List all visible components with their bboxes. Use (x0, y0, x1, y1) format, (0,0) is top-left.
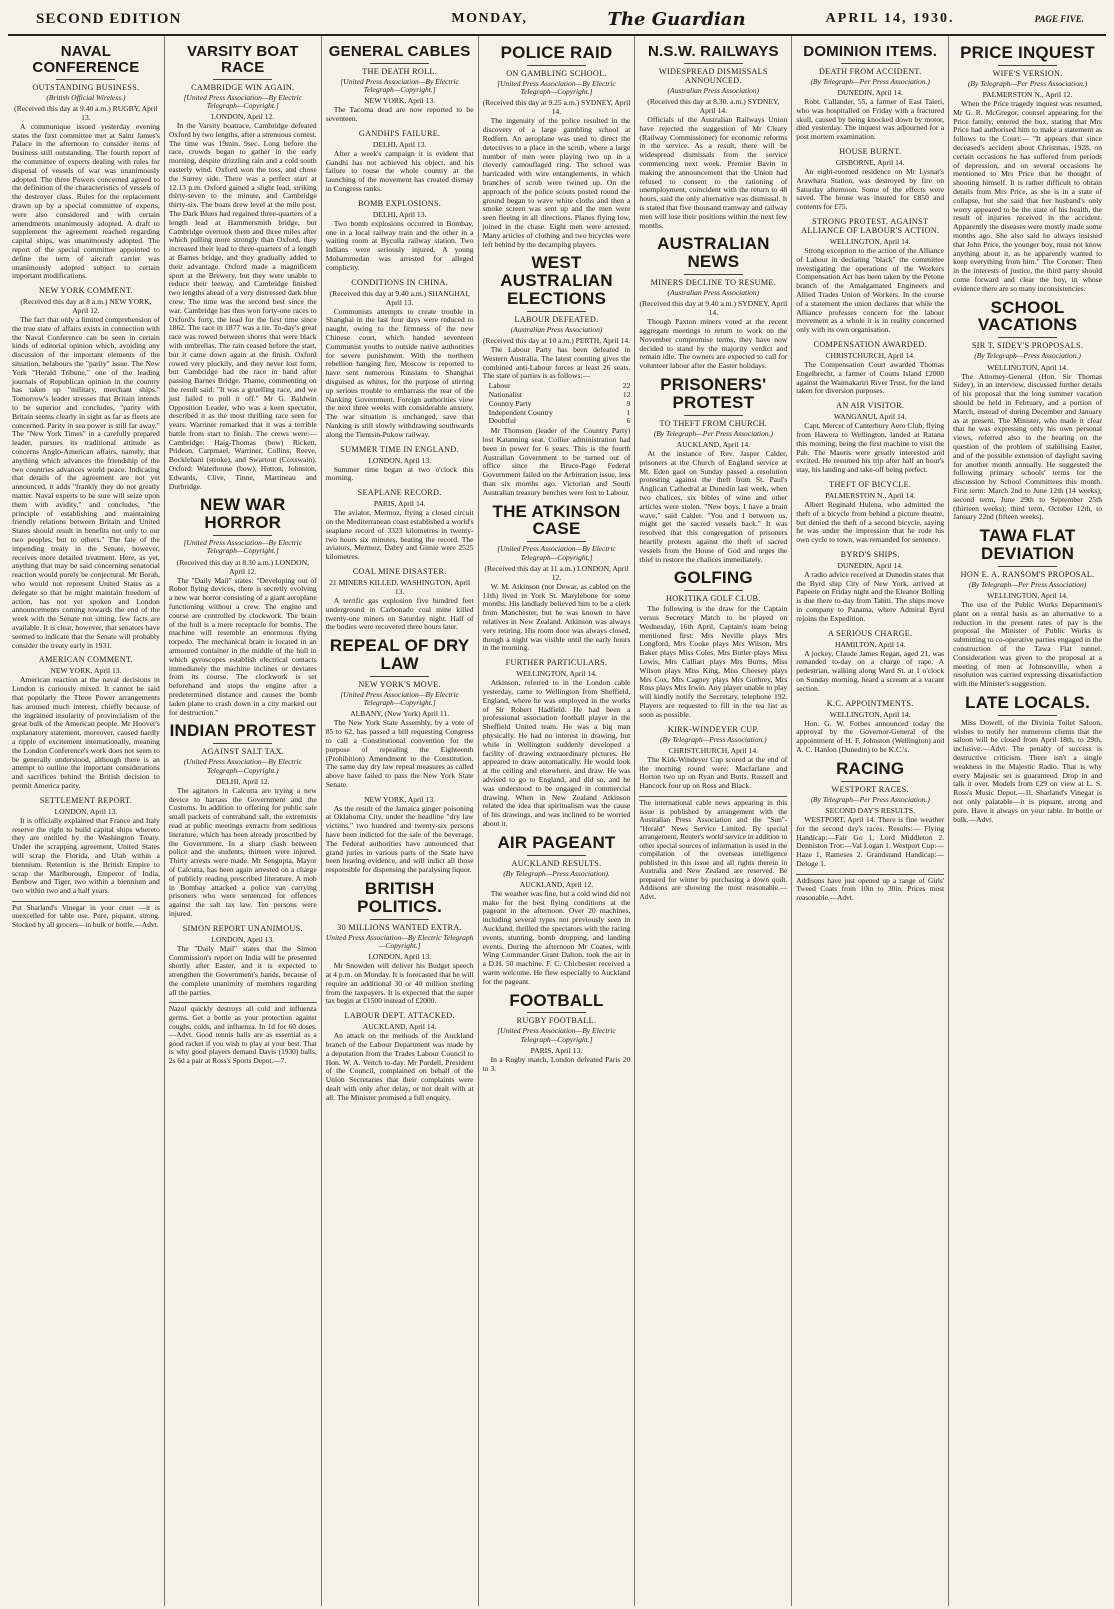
dateline: LONDON, April 12. (211, 112, 275, 121)
article (326, 445, 474, 484)
headline: RACING (836, 758, 905, 778)
subheading: K.C. APPOINTMENTS. (826, 698, 914, 708)
dateline: HAMILTON, April 14. (834, 639, 906, 649)
headline-rule (370, 676, 429, 677)
article (639, 569, 787, 719)
dateline: (Received this day at 8.30 a.m.) LONDON, April 12. (176, 557, 309, 576)
dateline: AUCKLAND, April 14. (362, 1022, 437, 1032)
headline: REPEAL OF DRY LAW (329, 636, 470, 673)
article (639, 725, 787, 791)
dateline: (Received this day at 8 a.m.) NEW YORK, April 12. (20, 297, 152, 316)
dateline: WANGANUI, April 14. (833, 412, 907, 422)
press-credit: [United Press Association—By Electric Telegraph—Copyright.] (340, 689, 459, 708)
column-6 (792, 36, 949, 1606)
article-body: When the Price tragedy inquest was resumed, Mr G. R. McGregor, counsel appearing for the Price family, entered the box, stating that Mrs Price had authorised him to make a statement as follows to the Court:— "It appears that since deceased's accident about Christmas, 1928, on certain occasions he has suffered from periods of depression, and on several occasions he mentioned to Mrs Price that he thought of shooting himself. It is rather difficult to obtain details from Mrs Price, as she is in a state of collapse, but she said that her husband's only worry appeared to be the state of his health, the result of injuries received in the accident. Apparently the diseases were mostly made some months ago. She also said he always insisted that John Price, the younger boy, must not know anything about it, as he apparently wanted to keep everything from him." The Coroner: Then in the interests of justice, the third party should come forward and clear the boy, in whose evidence there are so many inconsistencies. (953, 99, 1102, 293)
subheading: MINERS DECLINE TO RESUME. (650, 278, 777, 288)
columns-container (8, 36, 1106, 1606)
subheading: SEAPLANE RECORD. (357, 488, 442, 498)
party-row (489, 417, 631, 426)
dateline: WELLINGTON, April 14. (987, 362, 1068, 372)
article (639, 44, 787, 230)
dateline: (Received this day at 10 a.m.) PERTH, April 14. (482, 336, 631, 346)
article-body: Two bomb explosions occurred in Bombay, one in a local railway train and the other in a waiting room at Byculla railway station. Two Indians were seriously injured. A young Mohammedan was arrested for alleged complicity. (325, 218, 474, 272)
article (483, 992, 631, 1074)
headline-rule (527, 855, 586, 856)
newspaper-title: The Guardian (607, 8, 746, 30)
advertisement: Nazol quickly destroys all cold and influenza germs. Get a bottle as your protection against coughs, colds, and influenza. In 1d for 60 doses.—Advt. Good tennis balls are as essential as a good racket if you wish to play at your best. That is why good players demand Davis (1930) balls, 2s 6d a pair at Ross's Sports Depot.—7. (168, 1004, 317, 1065)
party-seats: 9 (626, 398, 631, 408)
article-body: Strong exception to the action of the Alliance of Labour in declaring "black" the committee investigating the operations of the Workers Compensation Act has been taken by the Petone branch of the Amalgamated Engineers and Allied Trades Union of Workers. In the course of a statement the union declares that while the Alliance professes concern for the labour movement as a whole it is in reality concerned only with its own organisation. (796, 245, 945, 335)
article-body: After a week's campaign it is evident that Gandhi has not achieved his object, and his failure to rouse the whole country at the launching of the movement has created dismay in Congress ranks. (325, 148, 474, 194)
article-body: At the instance of Rev. Jasper Calder, prisoners at the Church of England service at Mt. Eden gaol on Sunday passed a resolution protesting against the theft from St. Paul's Anglican Cathedral at Dunedin last week, when two chalices, six bibles of wine and other articles were stolen. "New boys, I have a brain wave," said Calder. "You and I between us, might get the sacred vessels back." It was resolved that this congregation of prisoners heartily protests against the theft of sacred vessels from the House of God and urges the thief to restore the chalices immediately. (639, 449, 788, 564)
article (326, 488, 474, 562)
headline: AUSTRALIAN NEWS (657, 234, 770, 272)
headline-rule (527, 541, 586, 542)
press-credit: (By Telegraph—Press Association.) (660, 734, 767, 744)
article (796, 480, 944, 545)
article-body: A terrific gas explosion five hundred feet underground in Carbonado coal mine killed twenty-one miners on Saturday night. Half of the bodies were recovered three hours later. (325, 595, 474, 632)
press-credit: (By Telegraph—Per Press Association) (968, 579, 1087, 589)
subheading: SIR T. SIDEY'S PROPOSALS. (971, 341, 1084, 351)
article-body: Capt. Mercer of Canterbury Aero Club, flying from Hawera to Wellington, landed at Ratana this morning, being the first machine to visit the Pah. The Maoris were greatly interested and excited. He resumed his trip after half an hour's stay, his landing and take-off being perfect. (796, 421, 945, 475)
advertisement: The international cable news appearing in this issue is published by arrangement with the Australian Press Association and the "Sun"-"Herald" News Service Limited. By special arrangement, Reuter's world service in addition to other special sources of information is used in the compilation of the overseas intelligence published in this issue and all rights therein in Australia and New Zealand are reserved. Be prepared for winter by purchasing a down quilt. Addisons are showing the most reasonable.—Advt. (639, 798, 788, 901)
press-credit: (By Telegraph—Per Press Association.) (810, 794, 930, 804)
article-body: Mr Thomson (leader of the Country Party) lost Katanning seat. Collier administration had been in power for 6 years. This is the fourth Australian Government to be turned out of office since the Bruce-Page Federal Government failed on the Arbitration issue, less than six months ago. Victorian and South Australian treasury benches were lost to Labour. (482, 426, 631, 497)
party-name: Labour (488, 381, 511, 391)
dateline: NEW YORK, April 13. (50, 666, 122, 676)
article-body: Mr Snowden will deliver his Budget speech at 4 p.m. on Monday. It is forecasted that he will require an additional 30 or 40 million sterling from the taxpayers. It is expected that the super tax begin at £1500 instead of £2000. (325, 961, 474, 1006)
article (12, 796, 160, 896)
column-4 (479, 36, 636, 1606)
headline-rule (684, 274, 743, 275)
subheading: AMERICAN COMMENT. (38, 655, 133, 665)
column-1 (8, 36, 165, 1606)
headline: BRITISH POLITICS. (357, 879, 443, 916)
headline: NAVAL CONFERENCE (32, 43, 140, 76)
article-body: The fact that only a limited comprehension of the true state of affairs exists in connection with the Naval Conference can be seen in certain kinds of editorial opinion which, avoiding any discussion of the important elements of the situation, belabours the "parity" issue. The New York "Herald Tribune," one of the leading journals of Republican opinion in the country has taken up "military, merchant ships." Tomorrow's leader stresses that Britain intends to be superior and concludes, "parity with Britain seems clearly in sight as far as fleets are concerned. Parity in sea power is still far away." The "New York Times" in a carefully prepared leader, pursues its traditional attitude as concerns Anglo-American affairs, namely, that anything which advances the friendship of the two countries advances world peace. Indicating that details of the agreement are not yet announced, it adds "frankly they do not greatly matter. Naval experts to be sure will seize upon them with avidity," and concludes, "the principle of establishing and maintaining friendly relations between Britain and United States should result in benefits not only to our two peoples, but to others." The fate of the impending treaty in the Senate, however, receives more detailed treatment. Here, as yet, anything that may be said concerning senatorial reaction would purely be conjectural. Mr Borah, who would not represent United States as a delegate so that he might maintain freedom of action, has not yet spoken and London announcements coming towards the end of the week with the Senate not sitting, few facts are available. It is clear, however, that senators have seemed to indicate that the Senate will probably consider the treaty early in 1931. (12, 315, 160, 650)
headline-rule (998, 65, 1058, 66)
dateline: CHRISTCHURCH, April 14. (668, 745, 759, 755)
headline-rule (213, 535, 272, 536)
article-body: WESTPORT, April 14. There is fine weather for the second day's races. Results:— Flying Handicap:—Fair Go 1, Lord Middleton 2. Denniston Trot:—Val Logan 1. Westport Cup:—Haze 1, Rameses 2. Grandstand Handicap:—Deloge 1. (796, 814, 945, 868)
headline: DOMINION ITEMS. (803, 43, 938, 60)
dateline: (Received this day at 11 a.m.) LONDON, April 12. (484, 563, 629, 582)
party-name: Nationalist (488, 390, 522, 400)
headline-rule (527, 311, 586, 312)
press-credit: (United Press Association—By Electric Telegraph—Copyright.) (183, 757, 302, 775)
headline-rule (841, 781, 900, 782)
article (169, 44, 317, 491)
article (639, 376, 787, 564)
article (953, 527, 1102, 689)
subheading: CONDITIONS IN CHINA. (351, 277, 448, 287)
press-credit: (Australian Press Association) (510, 324, 603, 334)
article-body: American reaction at the naval decisions in London is curiously mixed. It cannot be said that popularly the Three Power arrangements has aroused much interest, chiefly because of the ingrained insularity of provincialism of the great bulk of the American people. Mr Hoover's explanatory statement, moreover, caused hardly a ripple of excitement internationally, meaning the London Conference's work does not seem to be generally understood, although there is an attempt to outline the important considerations and sacrifices behind the British decision to permit America parity. (12, 675, 160, 790)
article (639, 235, 787, 371)
dateline: WELLINGTON, April 14. (829, 709, 911, 719)
article (953, 299, 1102, 522)
dateline: LONDON, April 13. (211, 934, 275, 944)
headline: AIR PAGEANT (497, 832, 616, 852)
subheading: RUGBY FOOTBALL. (516, 1016, 597, 1026)
subheading: SIMON REPORT UNANIMOUS. (182, 923, 303, 933)
dateline: 21 MINERS KILLED. WASHINGTON, April 13. (329, 577, 471, 596)
article-body: Though Paxton miners voted at the recent aggregate meetings to return to work on the November compromise terms, they have now decided to stand by the majority verdict and remain idle. The owners are expected to call for volunteer labour after the Easter holidays. (639, 317, 788, 371)
party-seats: 12 (622, 390, 631, 400)
dateline: (Received this day at 9.25 a.m.) SYDNEY, April 14. (482, 98, 631, 117)
dateline: GISBORNE, April 14. (835, 157, 905, 167)
subheading: WIFE'S VERSION. (992, 68, 1063, 78)
press-credit: (By Telegraph—Press Association). (503, 868, 610, 878)
headline-rule (998, 337, 1058, 338)
subheading: THE DEATH ROLL. (362, 66, 438, 76)
article-body: The "Daily Mail" states: "Developing out of Robot flying devices, there is secretly evolving a new war horror consisting of a giant aeroplane functioning without a crew. The engine and course are controlled by clockwork. The brain of the hull is a mere receptacle for bombs. The machine will resemble an enormous flying torpedo. The mechanical brain is located in an armoured container in the middle of the hull in which gyroscopes establish electrical contacts immediately the machine inclines or deviates from its course. The clockwork is set beforehand and stops the engine after a predetermined distance and causes the bomb laden plane to crash down in a city marked out for destruction." (168, 575, 317, 717)
subheading: TO THEFT FROM CHURCH. (659, 418, 768, 428)
headline: N.S.W. RAILWAYS (647, 43, 779, 60)
press-credit: (Australian Press Association) (667, 288, 760, 298)
article-body: The New York State Assembly, by a vote of 85 to 62, has passed a bill requesting Congress to call a Constitutional convention for the purpose of repealing the Eighteenth (Prohibition) Amendment to the Constitution. The same day dry law repeal measures as called above have failed to pass the New York State Senate. (325, 718, 474, 789)
dateline: WELLINGTON, April 14. (516, 669, 597, 679)
article (326, 278, 474, 440)
article (169, 496, 317, 717)
dateline: WELLINGTON, April 14. (829, 236, 911, 246)
press-credit: (By Telegraph—Per Press Association.) (653, 428, 773, 438)
subheading: COMPENSATION AWARDED. (813, 339, 927, 349)
subheading: AN AIR VISITOR. (836, 401, 905, 411)
article (483, 44, 631, 249)
dateline: WELLINGTON, April 14. (987, 591, 1068, 601)
dateline: LONDON, April 13. (368, 952, 432, 962)
article-body: An eight-roomed residence on Mr Lysnar's Arawhara Station, was destroyed by fire on Saturday afternoon. Some of the effects were saved. The house was insured for £850 and contents for £75. (796, 166, 945, 212)
article-body: The weather was fine, but a cold wind did not make for the best flying conditions at the pageant in the afternoon. Over 20 machines, including several types not previously seen in Auckland, thrilled the spectators with the racing events, stunting, bomb dropping, and landing events. During the afternoon Mr Coates, with Wing Commander Grant Dalton, took the air in a D.H. 50 machine. F. C. Chichester received a warm welcome. He flew especially to Auckland for the pageant. (482, 888, 631, 986)
dateline: DUNEDIN, April 14. (837, 88, 903, 97)
headline-rule (684, 415, 743, 416)
dateline: LONDON, April 13. (368, 455, 432, 465)
article (483, 254, 631, 497)
article-body: The following is the draw for the Captain versus Secretary Match to be played on Wednesday, 16th April, Captain's team being mentioned first: Mrs Neville plays Mrs Longford, Mrs Cooke plays Mrs Wilson, Mrs Baker plays Miss Coles, Mrs Butler plays Miss Lewis, Mrs Calliari plays Mrs Burns, Miss Wilson plays Miss King, Miss Cheesey plays Mrs Cox, Mrs Cagney plays Mrs Guthrey, Mrs Ross plays Mrs Irwin. Any player unable to play will kindly notify the Secretary, telephone 192. Players are requested to fill in the tea list as soon as possible. (639, 604, 788, 719)
column-5 (635, 36, 792, 1606)
article (796, 217, 944, 335)
article-body: Officials of the Australian Railways Union have rejected the suggestion of Mr Cleary (Railway Commissioner) for economic reforms in the service. As a result, there will be widespread dismissals from the service commencing next week. Premier Bavin in making the announcement that the Union had refused to consent to the rationing of unemployment, coincident with the return to 48 hours, said the only alternative was dismissal. It is stated that five thousand tramway and railway men will lose their positions within the next few months. (639, 115, 788, 230)
article-body: The agitators in Calcutta are trying a new device to harrass the Government and the Customs. In addition to offering for public sale small packets of contraband salt, the extremists read at public meetings extracts from seditious literature, which has been already proscribed by the Government. In a sharp clash between police and the students, thirteen were injured. Thirty arrests were made. Mr Sengupta, Mayor of Calcutta, has been again arrested on a charge of publicly reading prescribed literature. A mob in Bombay attacked a police van carrying prisoners who were sentenced for offences against the salt tax law. Ten persons were injured. (168, 785, 317, 918)
headline-rule (998, 715, 1058, 716)
headline-rule (684, 590, 743, 591)
article-body: Robt. Callander, 55, a farmer of East Taieri, who was hospitalled on Friday with a fractured skull, caused by being knocked down by motor, died yesterday. The inquest was adjourned for a post mortem examination. (796, 97, 945, 142)
article-body: Summer time began at two o'clock this morning. (325, 464, 474, 483)
article-body: The Attorney-General (Hon. Sir Thomas Sidey), in an interview, discussed further details of his proposal that the long summer vacation should be held in February, and a portion of March, instead of during December and January as at present. The Minister, who made it clear that he was expressing only his own personal views, referred also to the bearing on the question of the problem of stabilising Easter, and of the possible extension of daylight saving for another month annually. He suggested the following primary schools' terms for the discussion by School Committees this month. First term: March 2nd to June 12th (14 weeks); second term, June 29th to September 25th (thirteen weeks); third term, October 12th, to January 22nd (fifteen weeks). (953, 371, 1102, 522)
dateline: DELHI, April 13. (372, 209, 427, 219)
subheading: BOMB EXPLOSIONS. (358, 198, 442, 208)
dateline: DELHI, April 12. (215, 776, 270, 786)
article-body: It is officially explained that France and Italy reserve the right to build capital ships whereto they are entitled by the Washington Treaty. Under the scrapping agreement, United States will scrap the Florida, and Utah within a biennium. Retention is the British Empire to scrap the Marlborough, Emperor of India, Benbow and Tiger, two within a biennium and two within two and a half years. (12, 815, 160, 896)
headline: GOLFING (673, 568, 753, 588)
article-body: The Labour Party has been defeated in Western Australia. The latest counting gives the combined anti-Labour forces at least 26 seats. The state of parties is as follows:— (482, 345, 631, 381)
article-body: Communists attempts to create trouble in Shanghai in the last four days were reduced to naught, owing to the firmness of the new Chinese court, which handed seventeen Communist youths to outside native authorities for severe punishment. With the northern rebellion hanging fire, Moscow is reported to have sent numerous Russians to Shanghai disguised as whites, for the purpose of stirring up serious trouble to embarrass the rear of the Nanking Government. Foreign authorities view the next three weeks with considerable anxiety. The war situation is unchanged, save that Nanking is still slowly withdrawing southwards along the Tientsin-Pukow railway. (325, 306, 474, 439)
article (953, 694, 1102, 824)
subheading: CAMBRIDGE WIN AGAIN. (191, 82, 295, 92)
dateline: NEW YORK, April 13. (364, 96, 436, 106)
subheading: FURTHER PARTICULARS. (505, 658, 608, 668)
subheading: STRONG PROTEST. AGAINST ALLIANCE OF LABOUR'S ACTION. (801, 216, 940, 235)
article-body: A jockey, Claude James Regan, aged 21, was remanded to-day on a charge of rape. A pedestrian, walking along Ward St. at 1 o'clock on Sunday morning, heard a scream at a vacant section. (796, 648, 945, 693)
press-credit: (By Telegraph—Per Press Association.) (810, 76, 930, 86)
headline-rule (370, 919, 429, 920)
headline-rule (56, 79, 115, 80)
article (796, 629, 944, 694)
party-name: Independent Country (488, 407, 553, 417)
article-body: As the result of the Jamaica ginger poisoning at Oklahoma City, under the headline "dry law victims," two hundred and twenty-six persons have been indicted for the sale of the beverage. The Federal authorities have announced that grand juries in various parts of the State have been hearing evidence, and will indict all those responsible for dispensing the paralysing liquor. (325, 803, 474, 875)
dateline: (Received this day at 9.40 a.m.) SYDNEY, April 14. (639, 299, 788, 318)
article-body: A communique issued yesterday evening states the first committee met at Saint James's Palace in the afternoon to consider items of business still outstanding. The fourth report of the committee of experts dealing with rules for disposal of vessels of war was unanimously adopted. The three Powers concerned agreed to the definition of the characteristics of vessels of the destroyer class. Rules for the replacement drawn up by a special committee of experts, were also considered and with certain amendments unanimously adopted. A draft to supplement the agreement reached regarding capital ships, was unanimously adopted. The report of the special committee appointed to define the term of aircraft carrier was unanimously adopted subject to certain important modifications. (12, 121, 160, 281)
subheading: HON E. A. RANSOM'S PROPOSAL. (960, 569, 1095, 579)
press-credit: [United Press Association—By Electric Telegraph—Copyright.] (183, 538, 303, 556)
advertisement: Put Sharland's Vinegar in your cruet —it is unexcelled for table use. Pure, piquant, strong. Stocked by all grocers—in bulk or bottle.—Advt. (12, 902, 160, 929)
headline: PRISONERS' PROTEST (660, 375, 767, 412)
subheading: COAL MINE DISASTER. (352, 566, 447, 576)
dateline: NEW YORK, April 13. (364, 794, 436, 804)
headline-rule (213, 79, 272, 80)
article (483, 503, 631, 654)
subheading: AUCKLAND RESULTS. (511, 858, 602, 868)
headline-rule (213, 743, 272, 744)
article-body: The Compensation Court awarded Thomas Engelbrecht, a farmer of Coutts Island £2000 against the Waimakariri River Trust, for the land taken for diversion purposes. (796, 359, 945, 396)
headline: LATE LOCALS. (965, 693, 1090, 713)
headline: NEW WAR HORROR (200, 495, 286, 533)
subheading: WIDESPREAD DISMISSALS ANNOUNCED. (658, 66, 768, 85)
headline: TAWA FLAT DEVIATION (979, 526, 1076, 563)
dateline: PARIS, April 13. (530, 1045, 583, 1055)
article (483, 834, 631, 987)
press-credit: (British Official Wireless.) (46, 92, 126, 102)
dateline: AUCKLAND, April 14. (676, 440, 751, 450)
article (796, 699, 944, 755)
headline-rule (370, 63, 429, 64)
advertisement: Addisons have just opened up a range of Girls' Tweed Coats from 10in to 30in. Prices most reasonable.—Advt. (796, 875, 945, 902)
article (326, 129, 474, 194)
subheading: WESTPORT RACES. (831, 784, 909, 794)
article-body: In the Varsity boatrace, Cambridge defeated Oxford by two lengths, after a strenuous contest. The time was 19min. 9sec. Long before the race, crowds began to gather in the early morning, despite drizzling rain and a cold south easterly wind. Oxford won the toss, and chose the Surrey side. There was a perfect start at 12.13 p.m. Oxford gained a slight lead, striking thirty-seven to the minute, and Cambridge thirty-six. The boats drew level at the mile post. The Dark Blues had regained three-quarters of a length lead at Hammersmith bridge, but Cambridge overtook them and three miles after which pulling more strongly than Oxford, they increased their lead to three-quarters of a length at Barnes bridge, and they gradually added to their advantage. Oxford made a magnificent spurt at the Brewery, but they were unable to reduce their leeway, and Cambridge finished two lengths ahead of a very distressed dark blue crew. The time was the second best since the war. Cambridge has thus won forty-one races to Oxford's forty, the lead for the first time since 1862. The race in 1877 was a tie. To-day's great race was rowed between shores that were black with umbrellas. The rain ceased before the start, but it came down again at the finish. Oxford rowed very pluckily, and they never lost form, but Cambridge had the race in hand after passing Barnes Bridge. Thame, commenting on the result said: "It was a gruelling race, and we just failed to pull it off." Mr G. Baldwin Opposition Leader, who was a keen spectator, described it as the most thrilling race seen for years. Warriner remarked that it was a terrible battle from start to finish. The crews were:— Cambridge: Haig-Thomas (bow) Rickett, Pridean, Carpmael, Warriner, Collins, Reeve, Bocklebani (stroke), and Swartout (Coxswain). Oxford: Waterhouse (bow), Hutton, Johnston, Edwards, Clive, Tinne, Martineau and Durbridge. (168, 121, 317, 491)
dateline: CHRISTCHURCH, April 14. (825, 350, 915, 360)
article (326, 1011, 474, 1102)
subheading: GANDHI'S FAILURE. (358, 128, 441, 138)
headline-rule (527, 65, 586, 66)
edition-label: SECOND EDITION (36, 10, 182, 27)
article-body: Miss Dowell, of the Divinia Toilet Saloon, wishes to notify her numerous clients that the saloon will be closed from April 18th, to 29th, inclusive.—Advt. The penalty of success is destructive criticism. There isn't a single weakness in the Majestic Radio. That is why every Majestic set is guaranteed. Drop in and talk it over. Models from £29 on view at L. S. Ross's Music Depot.—1l. Sharland's Vinegar is not only palatable—it is piquant, strong and pure. Have it always on your table. In bottle or bulk.—Advt. (953, 717, 1102, 824)
headline: THE ATKINSON CASE (492, 501, 621, 539)
article (953, 44, 1102, 294)
article (796, 760, 944, 869)
article (12, 286, 160, 650)
article (326, 44, 474, 124)
subheading: THEFT OF BICYCLE. (829, 479, 912, 489)
headline: VARSITY BOAT RACE (186, 43, 299, 76)
article (796, 44, 944, 142)
headline: FOOTBALL (509, 990, 604, 1010)
article-body: The Tacoma dead are now reported to be seventeen. (325, 105, 474, 124)
article (483, 658, 631, 829)
subheading: ON GAMBLING SCHOOL. (506, 68, 607, 78)
subheading: A SERIOUS CHARGE. (827, 628, 913, 638)
article-body: A radio advice received at Dunedin states that the Byrd ship City of New York, arrived at Papeete on Friday night and the Eleanor Bolling is due there to-day from Tahiti. The ships move in company to Panama, where Admiral Byrd rejoins the Expedition. (796, 569, 945, 623)
subheading: SUMMER TIME IN ENGLAND. (340, 444, 459, 454)
subheading: 30 MILLIONS WANTED EXTRA. (337, 922, 462, 932)
article (796, 340, 944, 396)
subheading: LABOUR DEFEATED. (514, 314, 599, 324)
column-2 (165, 36, 322, 1606)
party-name: Country Party (488, 398, 532, 408)
press-credit: [United Press Association—By Electric Telegraph—Copyright.] (497, 1026, 616, 1044)
article-body: The Kirk-Windeyer Cup scored at the end of the morning round were: Macfarlane and Horton two up on Ryan and Butts. Russell and Hancock four up on Ross and Black. (639, 754, 788, 791)
dateline: LONDON, April 13. (54, 806, 118, 816)
dateline: SECOND DAY'S RESULTS. (825, 805, 916, 815)
dateline: (Received this day at 8.30. a.m.) SYDNEY, April 14. (647, 97, 780, 115)
press-credit: [United Press Association—By Electric Telegraph—Copyright.] (183, 92, 303, 110)
dateline: DELHI, April 13. (372, 139, 427, 149)
article (796, 550, 944, 624)
column-3 (322, 36, 479, 1606)
article (12, 44, 160, 281)
article-body: An attack on the methods of the Auckland branch of the Labour Department was made by a deputation from the Trades Labour Council to Hon. W. A. Veitch to-day. Mr Purdell, President of the Council, complained on behalf of the Union Secretaries that their complaints were dealt with only after delay, or not dealt with at all. The Minister promised a full enquiry. (325, 1031, 474, 1102)
party-seats: 6 (626, 416, 631, 426)
article-body: Atkinson, referred to in the London cable yesterday, came to Wellington from Sheffield, England, where he was employed in the works of Sir Robert Hadfield. He had been a professional association football player in the Sheffield United team. He was a big man physically. He had no interest in drawing, but while in Wellington suddenly developed a facility of drawing extraordinary pictures. He appeared to draw automatically. He would look at the ceiling and elsewhere, and draw. He was advised to go to England, and did so, and he was understood to be engaged in commercial drawing. When in New Zealand Atkinson related the idea that spiritualism was the cause of his drawings, and was inclined to be worried about it. (482, 678, 631, 828)
headline: INDIAN PROTEST (169, 721, 316, 741)
press-credit: (By Telegraph—Press Association.) (974, 351, 1081, 361)
article (12, 655, 160, 790)
dateline: PALMERSTON N., April 14. (825, 490, 916, 500)
party-seats: 22 (622, 381, 631, 391)
headline-rule (527, 1012, 586, 1013)
article-body: Albert Reginald Hulena, who admitted the theft of a bicycle from behind a picture theatre, but denied the theft of a second bicycle, saying he was under the impression that he rode his own cycle to town, was remanded for sentence. (796, 499, 945, 545)
headline: POLICE RAID (500, 43, 613, 62)
article (169, 722, 317, 918)
press-credit: (By Telegraph—Per Press Association.) (967, 78, 1088, 88)
subheading: AGAINST SALT TAX. (201, 747, 285, 757)
article (169, 924, 317, 998)
headline: PRICE INQUEST (960, 43, 1095, 62)
article (796, 401, 944, 475)
article-body: The aviator, Mermoz, flying a closed circuit on the Mediterranean coast established a world's seaplane record of 3323 kilometres in twenty-two hours six minutes, beating the record. The aviators, Mermoz, Dabry and Gimie were 2525 kilometres. (325, 508, 474, 562)
headline: WEST AUSTRALIAN ELECTIONS (500, 253, 613, 308)
dateline: PALMERSTON N., April 12. (982, 90, 1073, 100)
subheading: NEW YORK COMMENT. (38, 286, 133, 296)
dateline: DUNEDIN, April 14. (837, 560, 903, 570)
article-body: The ingenuity of the police resulted in the discovery of a large gambling school at Redfern. An aeroplane was used to direct the detectives to a place in the scrub, where a large number of men were playing two up in a cleverly camouflaged ring. The school was barricaded with wire entanglements, in which branches of scrub were twined up. On the approach of the police scouts posted round the ground began to wave white cloths and then a smoke screen was sent up and the men were seen fleeing in all directions. Planes flying low, joined in the chase. Eight men were arrested. Many articles of clothing and two bicycles were left behind by the decamping players. (482, 116, 631, 249)
article (326, 567, 474, 632)
article (326, 199, 474, 273)
dateline: PARIS, April 14. (373, 499, 426, 509)
press-credit: (Australian Press Association) (667, 85, 760, 95)
column-7 (949, 36, 1106, 1606)
press-credit: United Press Association—By Electric Telegraph—Copyright.] (325, 932, 474, 950)
subheading: LABOUR DEPT. ATTACKED. (344, 1011, 455, 1021)
party-name: Doubtful (488, 416, 516, 426)
headline-rule (998, 566, 1058, 567)
article (326, 637, 474, 790)
article-body: W. M. Atkinson (not Dewar, as cabled on the 11th) lived in York St. Marylebone for some months. His landlady believed him to be a clerk from Manchester, but he was known to have relatives in New Zealand. Atkinson was always very retiring. His room door was always closed, though a night was visible until the early hours in the morning. (482, 581, 631, 653)
subheading: BYRD'S SHIPS. (840, 549, 900, 559)
subheading: NEW YORK'S MOVE. (358, 679, 441, 689)
dateline: (Received this day at 9.40 a.m.) SHANGHAI, April 13. (329, 288, 470, 307)
subheading: SETTLEMENT REPORT. (39, 795, 133, 805)
press-credit: [United Press Association—By Electric Telegraph—Copyright.] (497, 544, 616, 562)
headline-rule (684, 63, 743, 64)
subheading: KIRK-WINDEYER CUP. (667, 724, 759, 734)
headline: SCHOOL VACATIONS (977, 297, 1078, 335)
subheading: DEATH FROM ACCIDENT. (818, 66, 922, 76)
article (326, 795, 474, 875)
press-credit: [United Press Association—By Electric Telegraph—Copyright.] (497, 78, 616, 97)
dateline: ALBANY, (New York) April 11. (350, 709, 450, 719)
press-credit: [United Press Association—By Electric Telegraph—Copyright.] (340, 76, 459, 94)
article (796, 147, 944, 212)
day-label: MONDAY, (451, 11, 528, 26)
article-body: The "Daily Mail" states that the Simon Commission's report on India will be presented shortly after Easter, and it is expected to strengthen the Government's hands, because of the complete unanimity of members regarding all the parties. (168, 943, 317, 997)
subheading: OUTSTANDING BUSINESS. (32, 82, 140, 92)
page-number: PAGE FIVE. (1034, 14, 1084, 24)
subheading: HOUSE BURNT. (839, 146, 902, 156)
article-body: In a Rugby match, London defeated Paris 20 to 3. (482, 1054, 631, 1073)
headline: GENERAL CABLES (328, 43, 471, 60)
masthead (8, 4, 1106, 36)
party-seats: 1 (626, 407, 631, 417)
subheading: HOKITIKA GOLF CLUB. (666, 594, 761, 604)
dateline: AUCKLAND, April 12. (519, 879, 594, 889)
issue-date: APRIL 14, 1930. (825, 11, 955, 26)
headline-rule (841, 63, 900, 64)
article-body: Hon. G. W. Forbes announced today the approval by the Governor-General of the appointment of H. F. Johnston (Wellington) and A. C. Hanlon (Dunedin) to be K.C.'s. (796, 718, 945, 755)
article (326, 880, 474, 1006)
article-body: The use of the Public Works Department's plant on a rental basis as an alternative to a reduction in the present rates of pay is the proposal the Minister of Public Works is submitting to co-operative parties engaged in the construction of the Tawa Flat tunnel. Consideration was given to the proposal at a meeting of men at Johnsonville, when a resolution was carried expressing dissatisfaction with the Minister's suggestion. (953, 600, 1102, 689)
dateline: (Received this day at 9.40 a.m.) RUGBY, April 13. (14, 103, 158, 122)
party-table (489, 382, 631, 426)
